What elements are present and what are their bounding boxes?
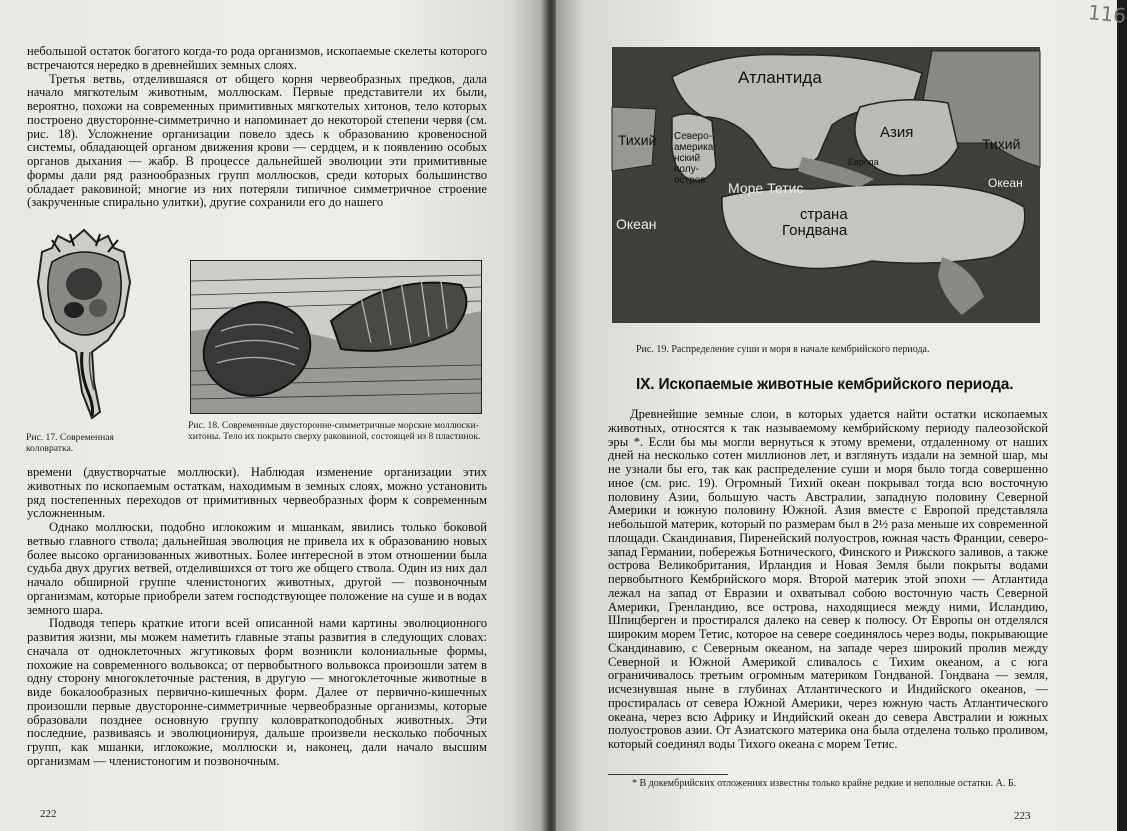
left-paragraph-5: Подводя теперь краткие итоги всей описанной нами картины эволюционного развития жизни, мы можем наметить главные этапы развития в следующих словах: сначала от одноклеточных жгутиковых форм возникли колониальные формы, похожие на современного вольвокса; от первобытного вольвокса произошли затем в одну сторону многоклеточные растения, в другую — многоклеточные животные в виде бокалообразных первично-кишечных форм. Далее от первично-кишечных произошли первые двусторонне-симметричные червеобразные организмы, которые образовали позднее основную группу коловраткоподобных животных. Эти последние, развиваясь и эволюционируя, дальше произвели несколько побочных групп, как мшанки, иглокожие, моллюски и, наконец, дали начало высшим организмам — членистоногим и позвоночным. (27, 616, 487, 768)
map-label-north-america: Северо-америка-нский полу-остров (674, 131, 717, 186)
figure-17-rotifer (30, 222, 138, 420)
handwritten-mark: 116 (1086, 0, 1127, 28)
left-text-bottom (27, 466, 487, 769)
right-body-text (608, 408, 1048, 752)
map-label-europe: Европа (848, 157, 879, 167)
right-page (556, 0, 1127, 831)
figure-18-caption: Рис. 18. Современные двусторонне-симметричные морские моллюски-хитоны. Тело их покрыто сверху раковиной, состоящей из 8 пластинок. (188, 420, 481, 442)
left-text-top (27, 45, 487, 210)
chapter-heading: IX. Ископаемые животные кембрийского периода. (636, 376, 1014, 393)
map-label-gondwana: страна Гондвана (782, 206, 848, 239)
figure-19-map (612, 47, 1040, 323)
rotifer-illustration (30, 222, 138, 420)
right-page-number: 223 (1014, 810, 1031, 822)
left-paragraph-2: Третья ветвь, отделившаяся от общего корня червеобразных предков, дала начало мягкотелым животным, моллюскам. Первые представители их были, вероятно, похожи на современных примитивных мягкотелых хитонов, тело которых построено двусторонне-симметрично и напоминает до некоторой степени червя (см. рис. 18). Усложнение организации повело здесь к образованию кровеносной системы, обладающей органом движения крови — сердцем, и к появлению особых органов дыхания — жабр. В процессе дальнейшей эволюции эти примитивные формы дали ряд разнообразных групп моллюсков, среди которых большинство обладает раковиной; многие из них потеряли типичное симметричное строение (закрученные спирально улитки), другие сохранили его до нашего (27, 71, 487, 210)
map-label-pacific-right: Тихий (982, 136, 1021, 152)
cambrian-map (612, 47, 1040, 323)
left-paragraph-3: времени (двустворчатые моллюски). Наблюдая изменение организации этих животных по ископаемым остаткам, находимым в земных слоях, можно установить ряд постепенных переходов от примитивных червеобразных форм к современным усложненным. (27, 465, 487, 521)
map-label-atlantis: Атлантида (738, 68, 822, 87)
figure-17-caption: Рис. 17. Современная коловратка. (26, 432, 114, 454)
figure-19-caption: Рис. 19. Распределение суши и моря в начале кембрийского периода. (636, 344, 930, 355)
left-paragraph-4: Однако моллюски, подобно иглокожим и мшанкам, явились только боковой ветвью главного ствола; дальнейшая эволюция не привела их к образованию новых более высоко организованных животных. Более интересной в этом отношении была судьба двух других ветвей, отделившихся от того же общего ствола. Один из них дал начало обширной группе членистоногих животных, другой — позвоночным организмам, которые приобрели затем господствующее положение на суше и в водах земного шара. (27, 520, 487, 617)
right-paragraph-1: Древнейшие земные слои, в которых удается найти остатки ископаемых животных, относятся к так называемому кембрийскому периоду палеозойской эры *. Если бы мы могли вернуться к этому времени, отдаленному от наших дней на несколько сотен миллионов лет, и взглянуть издали на земной шар, мы не узнали бы его, так как распределение суши и моря было тогда совершенно иное (см. рис. 19). Огромный Тихий океан покрывал тогда всю восточную половину Азии, большую часть Австралии, западную половину Северной Америки и южную половину Южной. Азия вместе с Европой представляла небольшой материк, который по размерам был в 2½ раза меньше их современной площади. Скандинавия, Пиренейский полуостров, южная часть Франции, северо-запад Германии, побережья Ботнического, Финского и Рижского заливов, а также острова Великобритания, Ирландия и Новая Земля были покрыты водами первобытного Кембрийского моря. Второй материк этой эпохи — Атлантида лежал на запад от Евразии и охватывал собою восточную часть Северной Америки, Гренландию, все острова, находящиеся между ними, Исландию, Шпицберген и простирался далеко на север к полюсу. От Европы он отделялся широким морем Тетис, которое на севере соединялось через воды, покрывающие Скандинавию, с Северным океаном, на западе через широкий пролив между Северной и Южной Америкой сливалось с Тихим океаном, а с юга ограничивалось третьим огромным материком Гондваной. Гондвана — земля, исчезнувшая ныне в глубинах Атлантического и Индийского океанов, — простиралась от севера Южной Америки, через южную часть Атлантического океана, через всю Африку и Индийский океан до севера Австралии и южных полуостровов азии. От Азиатского материка она была отделена только проливом, который соединял воды Тихого океана с морем Тетис. (608, 407, 1048, 751)
map-label-ocean-right: Океан (988, 176, 1023, 190)
figure-18-chitons (190, 260, 482, 414)
footnote: * В докембрийских отложениях известны только крайне редкие и неполные остатки. А. Б. (632, 778, 1017, 789)
map-label-tethys: Море Тетис (728, 180, 804, 196)
left-page-number: 222 (40, 808, 57, 820)
map-label-pacific-left: Тихий (618, 132, 657, 148)
map-label-ocean-left: Океан (616, 216, 657, 232)
left-paragraph-1: небольшой остаток богатого когда-то рода организмов, ископаемые скелеты которого встречаются нередко в древнейших земных слоях. (27, 44, 487, 72)
left-page (0, 0, 548, 831)
footnote-rule (608, 774, 728, 775)
chitons-illustration (191, 261, 481, 413)
map-label-asia: Азия (880, 124, 914, 141)
